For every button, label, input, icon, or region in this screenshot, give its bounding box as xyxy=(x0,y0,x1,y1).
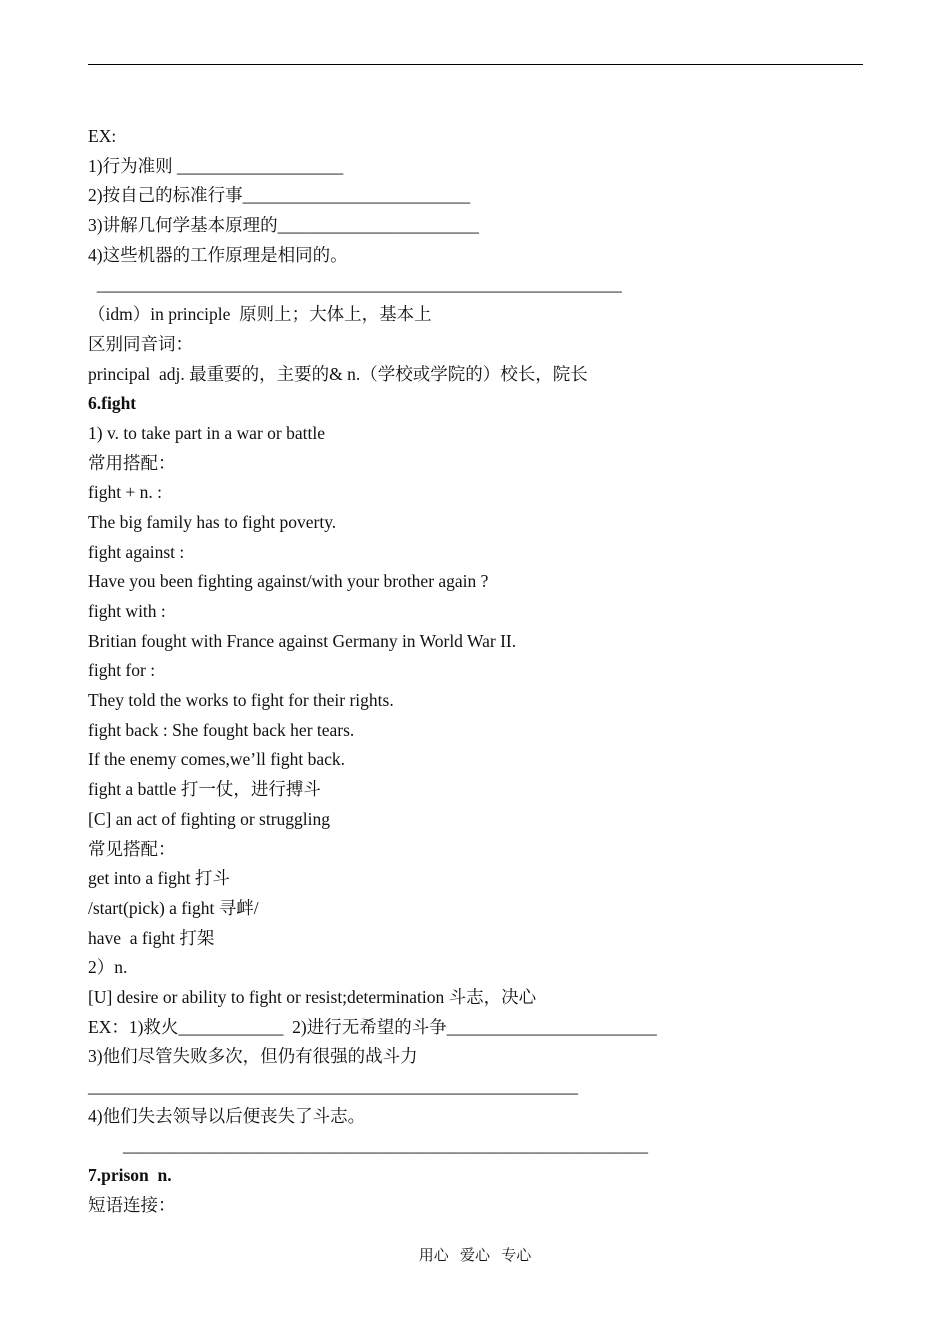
example-sentence: Britian fought with France against Germany in World War II. xyxy=(88,630,517,651)
exercise-line: 4)他们失去领导以后便丧失了斗志。 xyxy=(88,1105,366,1126)
text-line: fight with : xyxy=(88,601,166,621)
text-line: 常见搭配： xyxy=(88,838,176,859)
text-line: 短语连接： xyxy=(88,1194,176,1215)
text-line: fight against : xyxy=(88,541,185,562)
idiom-line: （idm）in principle 原则上；大体上，基本上 xyxy=(88,304,432,325)
header-rule xyxy=(88,64,863,65)
example-sentence: The big family has to fight poverty. xyxy=(88,511,337,532)
text-line: 2）n. xyxy=(88,957,128,978)
example-sentence: They told the works to fight for their rights. xyxy=(88,690,394,711)
example-sentence: fight back : She fought back her tears. xyxy=(88,719,355,740)
answer-blank: ____________________________________________________________ xyxy=(88,274,622,295)
exercise-line: EX：1)救火____________ 2)进行无希望的斗争________________________ xyxy=(88,1016,657,1037)
exercise-line: 4)这些机器的工作原理是相同的。 xyxy=(88,244,348,265)
example-sentence: Have you been fighting against/with your brother again ? xyxy=(88,571,489,592)
text-line: 区别同音词： xyxy=(88,333,193,354)
page-footer: 用心 爱心 专心 xyxy=(418,1248,532,1264)
text-line: get into a fight 打斗 xyxy=(88,868,230,889)
document-body xyxy=(88,122,878,1220)
text-line: fight a battle 打一仗，进行搏斗 xyxy=(88,779,321,800)
section-heading-fight: 6.fight xyxy=(88,393,137,414)
section-heading-prison: 7.prison n. xyxy=(88,1165,172,1186)
text-line: /start(pick) a fight 寻衅/ xyxy=(88,897,259,918)
answer-blank: ____________________________________________________________ xyxy=(88,1135,648,1156)
example-sentence: If the enemy comes,we’ll fight back. xyxy=(88,749,346,770)
answer-blank: ________________________________________________________ xyxy=(88,1076,578,1096)
definition-line: [C] an act of fighting or struggling xyxy=(88,808,331,829)
exercise-line: 1)行为准则 ___________________ xyxy=(88,155,344,176)
text-line: 常用搭配： xyxy=(88,452,176,473)
text-line: fight + n. : xyxy=(88,482,163,503)
definition-line: 1) v. to take part in a war or battle xyxy=(88,422,325,443)
ex-label: EX: xyxy=(88,126,117,146)
text-line: have a fight 打架 xyxy=(88,927,215,948)
text-line: fight for : xyxy=(88,660,156,681)
exercise-line: 3)他们尽管失败多次，但仍有很强的战斗力 xyxy=(88,1046,418,1067)
definition-line: [U] desire or ability to fight or resist;determination 斗志，决心 xyxy=(88,986,537,1007)
text-line: principal adj. 最重要的，主要的& n.（学校或学院的）校长，院长 xyxy=(88,363,588,384)
exercise-line: 3)讲解几何学基本原理的_______________________ xyxy=(88,215,479,236)
exercise-line: 2)按自己的标准行事__________________________ xyxy=(88,185,471,206)
